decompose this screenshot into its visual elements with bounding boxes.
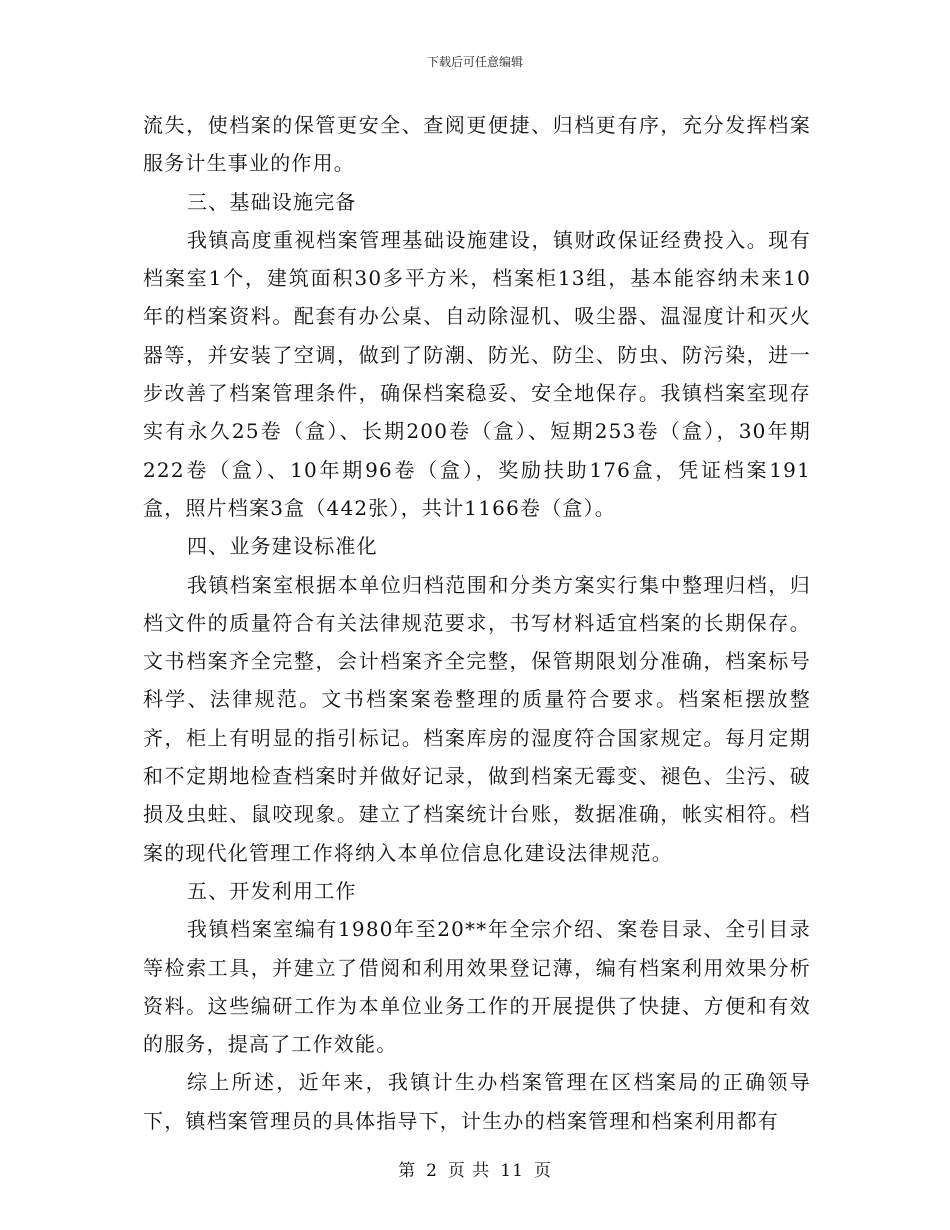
document-body — [143, 106, 811, 1140]
paragraph-business: 我镇档案室根据本单位归档范围和分类方案实行集中整理归档，归档文件的质量符合有关法律规范要求，书写材料适宜档案的长期保存。文书档案齐全完整，会计档案齐全完整，保管期限划分准确，档案标号科学、法律规范。文书档案案卷整理的质量符合要求。档案柜摆放整齐，柜上有明显的指引标记。档案库房的湿度符合国家规定。每月定期和不定期地检查档案时并做好记录，做到档案无霉变、褪色、尘污、破损及虫蛀、鼠咬现象。建立了档案统计台账，数据准确，帐实相符。档案的现代化管理工作将纳入本单位信息化建设法律规范。 — [143, 572, 811, 865]
page-number: 2 — [426, 1161, 438, 1181]
paragraph-facilities: 我镇高度重视档案管理基础设施建设，镇财政保证经费投入。现有档案室1个，建筑面积30多平方米，档案柜13组，基本能容纳未来10年的档案资料。配套有办公桌、自动除湿机、吸尘器、温湿度计和灭火器等，并安装了空调，做到了防潮、防光、防尘、防虫、防污染，进一步改善了档案管理条件，确保档案稳妥、安全地保存。我镇档案室现存实有永久25卷（盒）、长期200卷（盒）、短期253卷（盒），30年期222卷（盒）、10年期96卷（盒），奖励扶助176盒，凭证档案191盒，照片档案3盒（442张），共计1166卷（盒）。 — [143, 227, 811, 520]
footer-middle: 页 共 — [447, 1161, 491, 1181]
paragraph-continuation: 流失，使档案的保管更安全、查阅更便捷、归档更有序，充分发挥档案服务计生事业的作用。 — [143, 113, 811, 176]
section-heading-5: 五、开发利用工作 — [187, 878, 357, 903]
paragraph-development: 我镇档案室编有1980年至20**年全宗介绍、案卷目录、全引目录等检索工具，并建立了借阅和利用效果登记薄，编有档案利用效果分析资料。这些编研工作为本单位业务工作的开展提供了快捷、方便和有效的服务，提高了工作效能。 — [143, 917, 811, 1057]
page-total: 11 — [500, 1161, 524, 1181]
paragraph-summary: 综上所述，近年来，我镇计生办档案管理在区档案局的正确领导下，镇档案管理员的具体指导下，计生办的档案管理和档案利用都有 — [143, 1070, 811, 1133]
page-footer — [0, 1156, 950, 1181]
footer-suffix: 页 — [533, 1161, 552, 1181]
footer-prefix: 第 — [398, 1161, 417, 1181]
section-heading-4: 四、业务建设标准化 — [187, 534, 378, 559]
section-heading-3: 三、基础设施完备 — [187, 189, 357, 214]
header-note: 下载后可任意编辑 — [426, 55, 523, 69]
